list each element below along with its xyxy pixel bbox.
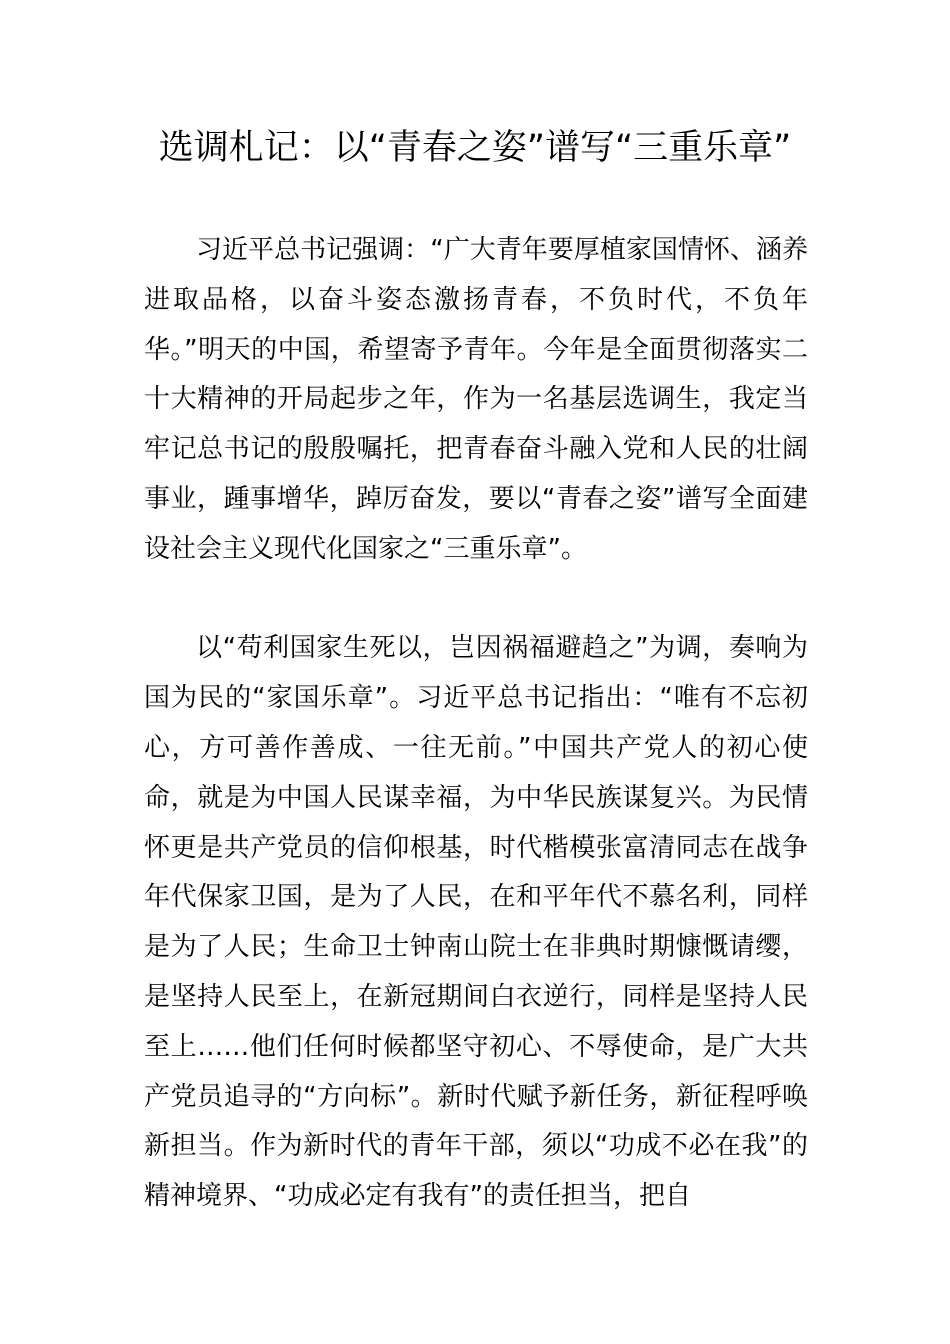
paragraph: 习近平总书记强调：“广大青年要厚植家国情怀、涵养进取品格，以奋斗姿态激扬青春，不负时代，不负年华。”明天的中国，希望寄予青年。今年是全面贯彻落实二十大精神的开局起步之年，作为一名基层选调生，我定当牢记总书记的殷殷嘱托，把青春奋斗融入党和人民的壮阔事业，踵事增华，踔厉奋发，要以“青春之姿”谱写全面建设社会主义现代化国家之“三重乐章”。 [144,235,808,564]
paragraph: 以“苟利国家生死以，岂因祸福避趋之”为调，奏响为国为民的“家国乐章”。习近平总书记指出：“唯有不忘初心，方可善作善成、一往无前。”中国共产党人的初心使命，就是为中国人民谋幸福，为中华民族谋复兴。为民情怀更是共产党员的信仰根基，时代楷模张富清同志在战争年代保家卫国，是为了人民，在和平年代不慕名利，同样是为了人民；生命卫士钟南山院士在非典时期慷慨请缨，是坚持人民至上，在新冠期间白衣逆行，同样是坚持人民至上……他们任何时候都坚守初心、不辱使命，是广大共产党员追寻的“方向标”。新时代赋予新任务，新征程呼唤新担当。作为新时代的青年干部，须以“功成不必在我”的精神境界、“功成必定有我有”的责任担当，把自 [144,633,808,1212]
document-title: 选调札记：以“青春之姿”谱写“三重乐章” [158,128,792,168]
document-body [144,226,808,1222]
